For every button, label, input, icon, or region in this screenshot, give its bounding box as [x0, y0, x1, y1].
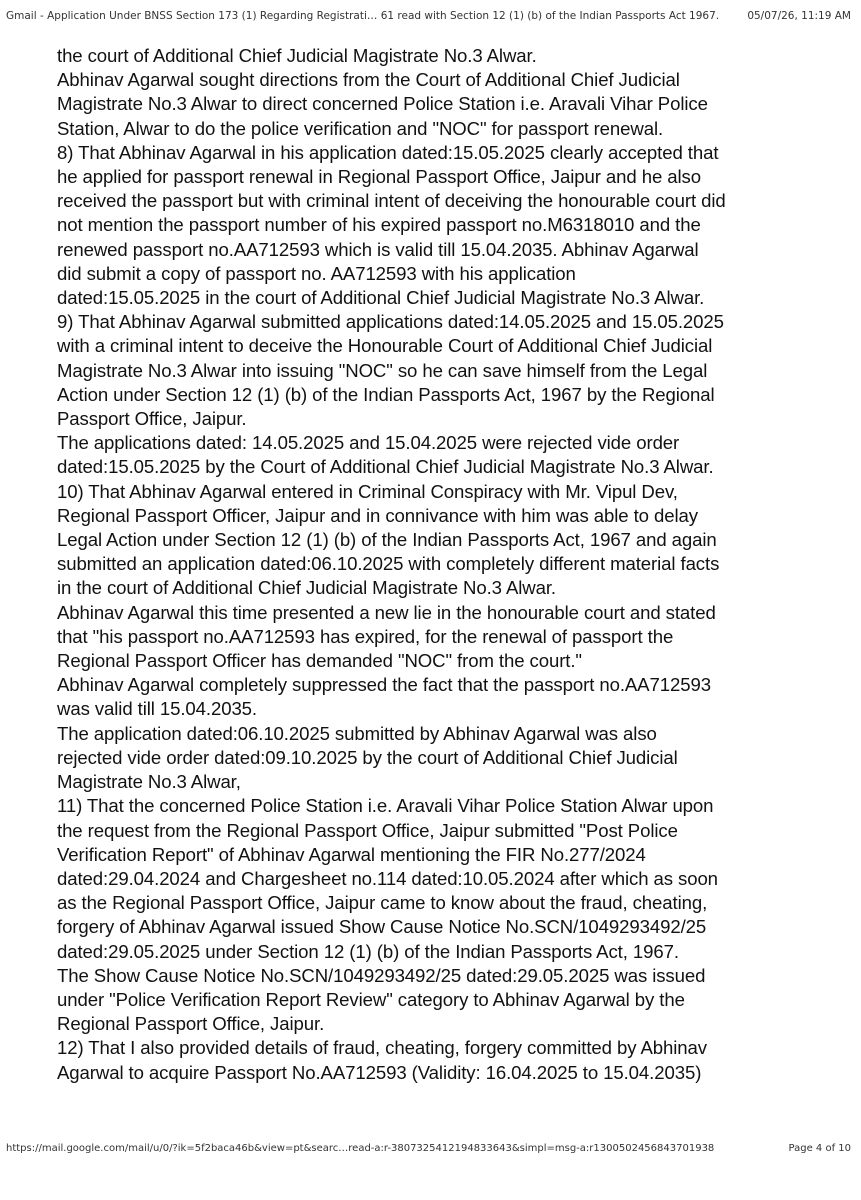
- document-body: [57, 44, 853, 1085]
- print-header-title: Gmail - Application Under BNSS Section 173 (1) Regarding Registrati… 61 read with Section 12 (1) (b) of the Indian Passports Act 1967.: [6, 10, 720, 22]
- print-header: [6, 10, 851, 26]
- print-header-datetime: 05/07/26, 11:19 AM: [747, 10, 851, 22]
- print-footer-url: https://mail.google.com/mail/u/0/?ik=5f2baca46b&view=pt&searc…read-a:r-3807325412194833643&simpl=msg-a:r1300502456843701938: [6, 1143, 715, 1154]
- print-footer: [6, 1143, 851, 1157]
- page-number: Page 4 of 10: [788, 1143, 851, 1154]
- paragraph: Abhinav Agarwal sought directions from the Court of Additional Chief Judicial Magistrate No.3 Alwar to direct concerned Police Station i.e. Aravali Vihar Police Station, Alwar to do the police verification and "NOC" for passport renewal.: [57, 69, 708, 139]
- paragraph: Abhinav Agarwal this time presented a new lie in the honourable court and stated that "his passport no.AA712593 has expired, for the renewal of passport the Regional Passport Officer has demanded "NOC" from the court.": [57, 601, 716, 672]
- paragraph: 8) That Abhinav Agarwal in his application dated:15.05.2025 clearly accepted that he applied for passport renewal in Regional Passport Office, Jaipur and he also received the passport but with criminal intent of deceiving the honourable court did not mention the passport number of his expired passport no.M6318010 and the renewed passport no.AA712593 which is valid till 15.04.2035. Abhinav Agarwal did submit a copy of passport no. AA712593 with his application dated:15.05.2025 in the court of Additional Chief Judicial Magistrate No.3 Alwar.: [57, 141, 726, 309]
- paragraph: 11) That the concerned Police Station i.e. Aravali Vihar Police Station Alwar upon the request from the Regional Passport Office, Jaipur submitted "Post Police Verification Report" of Abhinav Agarwal mentioning the FIR No.277/2024 dated:29.04.2024 and Chargesheet no.114 dated:10.05.2024 after which as soon as the Regional Passport Office, Jaipur came to know about the fraud, cheating, forgery of Abhinav Agarwal issued Show Cause Notice No.SCN/1049293492/25 dated:29.05.2025 under Section 12 (1) (b) of the Indian Passports Act, 1967.: [57, 795, 718, 962]
- paragraph: The applications dated: 14.05.2025 and 15.04.2025 were rejected vide order dated:15.05.2025 by the Court of Additional Chief Judicial Magistrate No.3 Alwar.: [57, 432, 714, 478]
- paragraph: 9) That Abhinav Agarwal submitted applications dated:14.05.2025 and 15.05.2025 with a criminal intent to deceive the Honourable Court of Additional Chief Judicial Magistrate No.3 Alwar into issuing "NOC" so he can save himself from the Legal Action under Section 12 (1) (b) of the Indian Passports Act, 1967 by the Regional Passport Office, Jaipur.: [57, 311, 724, 430]
- paragraph: Abhinav Agarwal completely suppressed the fact that the passport no.AA712593 was valid till 15.04.2035.: [57, 674, 711, 720]
- paragraph: the court of Additional Chief Judicial Magistrate No.3 Alwar.: [57, 45, 537, 66]
- paragraph: 12) That I also provided details of fraud, cheating, forgery committed by Abhinav Agarwal to acquire Passport No.AA712593 (Validity: 16.04.2025 to 15.04.2035): [57, 1037, 707, 1083]
- paragraph: The Show Cause Notice No.SCN/1049293492/25 dated:29.05.2025 was issued under "Police Verification Report Review" category to Abhinav Agarwal by the Regional Passport Office, Jaipur.: [57, 964, 706, 1035]
- paragraph: The application dated:06.10.2025 submitted by Abhinav Agarwal was also rejected vide order dated:09.10.2025 by the court of Additional Chief Judicial Magistrate No.3 Alwar,: [57, 722, 678, 793]
- paragraph: 10) That Abhinav Agarwal entered in Criminal Conspiracy with Mr. Vipul Dev, Regional Passport Officer, Jaipur and in connivance with him was able to delay Legal Action under Section 12 (1) (b) of the Indian Passports Act, 1967 and again submitted an application dated:06.10.2025 with completely different material facts in the court of Additional Chief Judicial Magistrate No.3 Alwar.: [57, 480, 720, 599]
